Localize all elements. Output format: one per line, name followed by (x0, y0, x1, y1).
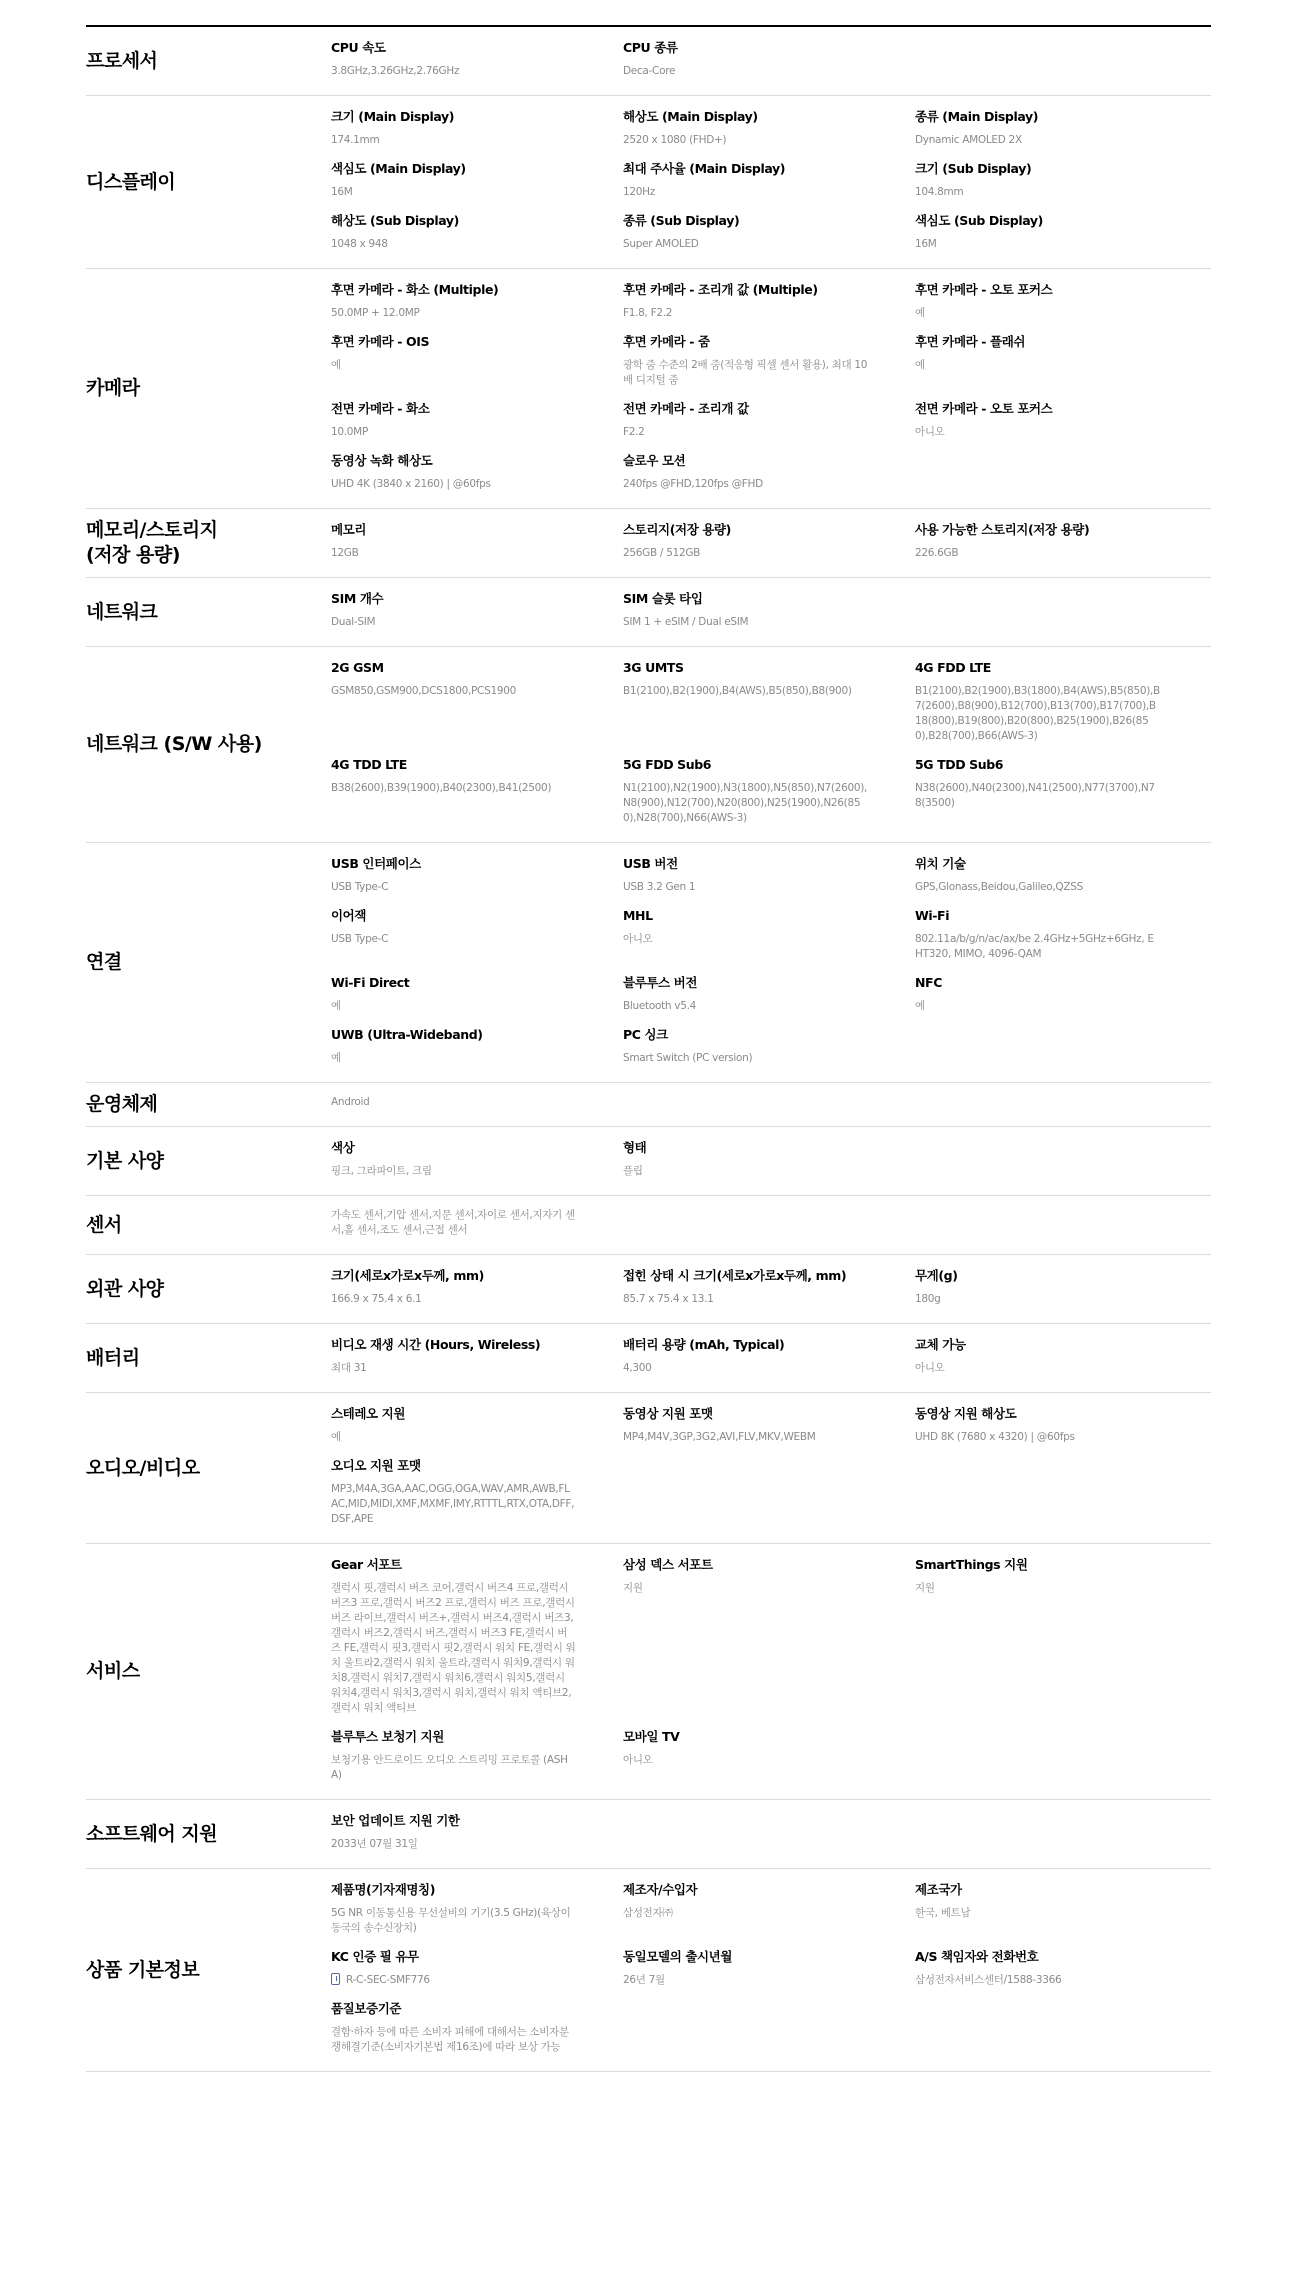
spec-label: 사용 가능한 스토리지(저장 용량) (915, 522, 1090, 537)
spec-value: 26년 7월 (623, 1974, 665, 1986)
spec-section-display (86, 96, 1211, 269)
spec-item (331, 1812, 623, 1864)
spec-item (623, 1405, 915, 1457)
spec-label: 품질보증기준 (331, 2001, 402, 2016)
spec-item (915, 160, 1203, 212)
spec-value: MP3,M4A,3GA,AAC,OGG,OGA,WAV,AMR,AWB,FLAC,MID,MIDI,XMF,MXMF,IMY,RTTTL,RTX,OTA,DFF,DSF,APE (331, 1483, 575, 1525)
spec-label: 비디오 재생 시간 (Hours, Wireless) (331, 1337, 541, 1352)
spec-label: UWB (Ultra-Wideband) (331, 1027, 483, 1042)
spec-label: 동일모델의 출시년월 (623, 1949, 733, 1964)
spec-item (623, 333, 915, 400)
spec-label: 제품명(기자재명칭) (331, 1882, 436, 1897)
spec-label: KC 인증 필 유무 (331, 1949, 419, 1964)
spec-value: 예 (915, 359, 925, 371)
spec-item (623, 974, 915, 1026)
spec-value: Super AMOLED (623, 238, 699, 250)
spec-item (331, 659, 623, 756)
spec-item (331, 1336, 623, 1388)
spec-value: SIM 1 + eSIM / Dual eSIM (623, 616, 749, 628)
spec-item (331, 160, 623, 212)
spec-item (331, 108, 623, 160)
spec-label: 4G TDD LTE (331, 757, 407, 772)
spec-item (331, 521, 623, 573)
spec-grid (331, 1127, 1211, 1195)
spec-item (331, 974, 623, 1026)
spec-value: Android (331, 1096, 370, 1108)
section-title: 외관 사양 (86, 1277, 164, 1300)
spec-label: 접힌 상태 시 크기(세로x가로x두께, mm) (623, 1268, 847, 1283)
spec-item (623, 1139, 915, 1191)
spec-value: B1(2100),B2(1900),B3(1800),B4(AWS),B5(850),B7(2600),B8(900),B12(700),B13(700),B17(700),B18(800),B19(800),B20(800),B25(1900),B26(850),B28(700),B66(AWS-3) (915, 685, 1160, 742)
spec-value: Deca-Core (623, 65, 676, 77)
spec-value: 삼성전자㈜ (623, 1907, 673, 1919)
spec-label: 동영상 지원 해상도 (915, 1406, 1017, 1421)
spec-item (331, 281, 623, 333)
spec-item (623, 1556, 915, 1728)
spec-section-network-sw (86, 647, 1211, 843)
spec-item (331, 1208, 623, 1250)
spec-value: Dynamic AMOLED 2X (915, 134, 1022, 146)
spec-item (331, 1948, 623, 2000)
spec-value: Smart Switch (PC version) (623, 1052, 753, 1064)
spec-item (623, 108, 915, 160)
spec-label: Wi-Fi Direct (331, 975, 410, 990)
spec-item (331, 400, 623, 452)
spec-label: 색상 (331, 1140, 355, 1155)
spec-label: 색심도 (Main Display) (331, 161, 466, 176)
spec-item (331, 1026, 623, 1078)
spec-label: 후면 카메라 - 줌 (623, 334, 710, 349)
spec-item (623, 855, 915, 907)
spec-item (331, 212, 623, 264)
spec-item (623, 1948, 915, 2000)
spec-item (623, 212, 915, 264)
spec-item (331, 452, 623, 504)
spec-label: 제조자/수입자 (623, 1882, 698, 1897)
spec-label: SmartThings 지원 (915, 1557, 1028, 1572)
spec-label: 3G UMTS (623, 660, 684, 675)
spec-label: 삼성 덱스 서포트 (623, 1557, 713, 1572)
spec-value: 180g (915, 1293, 941, 1305)
spec-value: 광학 줌 수준의 2배 줌(적응형 픽셀 센서 활용), 최대 10배 디지털 줌 (623, 359, 868, 386)
spec-value: Bluetooth v5.4 (623, 1000, 697, 1012)
spec-section-os (86, 1083, 1211, 1127)
section-title: 상품 기본정보 (86, 1958, 200, 1981)
spec-section-processor (86, 27, 1211, 96)
spec-item (915, 1405, 1203, 1457)
spec-item (623, 452, 915, 504)
spec-value: 플립 (623, 1165, 643, 1177)
spec-label: 후면 카메라 - 오토 포커스 (915, 282, 1053, 297)
section-title: 서비스 (86, 1660, 140, 1683)
spec-item (331, 590, 623, 642)
spec-item (623, 160, 915, 212)
spec-grid (331, 1393, 1211, 1543)
spec-value: 아니오 (915, 426, 945, 438)
spec-label: Wi-Fi (915, 908, 950, 923)
spec-grid (331, 269, 1211, 508)
spec-value: 2033년 07월 31일 (331, 1838, 418, 1850)
spec-value: 802.11a/b/g/n/ac/ax/be 2.4GHz+5GHz+6GHz, EHT320, MIMO, 4096-QAM (915, 933, 1154, 960)
spec-item (915, 659, 1203, 756)
spec-grid (331, 27, 1211, 95)
spec-item (915, 974, 1203, 1026)
spec-item (331, 2000, 623, 2067)
spec-value: 갤럭시 핏,갤럭시 버즈 코어,갤럭시 버즈4 프로,갤럭시 버즈3 프로,갤럭시 버즈2 프로,갤럭시 버즈 프로,갤럭시 버즈 라이브,갤럭시 버즈+,갤럭시 버즈4,갤럭시 버즈3,갤럭시 버즈2,갤럭시 버즈,갤럭시 버즈3 FE,갤럭시 버즈 FE,갤럭시 핏3,갤럭시 핏2,갤럭시 워치 FE,갤럭시 워치 울트라2,갤럭시 워치 울트라,갤럭시 워치9,갤럭시 워치8,갤럭시 워치7,갤럭시 워치6,갤럭시 워치5,갤럭시 워치4,갤럭시 워치3,갤럭시 워치,갤럭시 워치 액티브2,갤럭시 워치 액티브 (331, 1582, 576, 1714)
spec-label: PC 싱크 (623, 1027, 668, 1042)
spec-item (331, 39, 623, 91)
spec-value: 아니오 (623, 1754, 653, 1766)
spec-label: 위치 기술 (915, 856, 966, 871)
spec-item (623, 907, 915, 974)
section-title: 카메라 (86, 377, 140, 400)
spec-item (915, 212, 1203, 264)
spec-value: 결함·하자 등에 따른 소비자 피해에 대해서는 소비자분쟁해결기준(소비자기본법 제16조)에 따라 보상 가능 (331, 2026, 569, 2053)
spec-label: 해상도 (Sub Display) (331, 213, 459, 228)
spec-label: USB 버전 (623, 856, 678, 871)
spec-label: 교체 가능 (915, 1337, 966, 1352)
spec-value: 예 (331, 1000, 341, 1012)
spec-value: 174.1mm (331, 134, 380, 146)
spec-label: SIM 슬롯 타입 (623, 591, 703, 606)
spec-label: SIM 개수 (331, 591, 384, 606)
spec-section-product-info (86, 1869, 1211, 2072)
spec-value: 예 (331, 1431, 341, 1443)
section-title: 프로세서 (86, 49, 158, 72)
spec-value: 보청기용 안드로이드 오디오 스트리밍 프로토콜 (ASHA) (331, 1754, 568, 1781)
spec-value (331, 1973, 576, 1988)
spec-label: 무게(g) (915, 1268, 958, 1283)
spec-grid (331, 1255, 1211, 1323)
spec-value: 1048 x 948 (331, 238, 388, 250)
spec-item (331, 1267, 623, 1319)
spec-label: 색심도 (Sub Display) (915, 213, 1043, 228)
spec-label: 종류 (Main Display) (915, 109, 1039, 124)
spec-value: 아니오 (915, 1362, 945, 1374)
spec-label: NFC (915, 975, 942, 990)
spec-value: 예 (915, 1000, 925, 1012)
spec-value: 예 (331, 359, 341, 371)
spec-value: 한국, 베트남 (915, 1907, 971, 1919)
spec-item (623, 1728, 915, 1795)
spec-item (331, 1405, 623, 1457)
spec-value-text: R-C-SEC-SMF776 (346, 1974, 430, 1986)
spec-item (623, 590, 915, 642)
spec-label: 후면 카메라 - 플래쉬 (915, 334, 1026, 349)
spec-grid (331, 509, 1211, 577)
spec-sections (86, 27, 1211, 2072)
spec-value: 예 (915, 307, 925, 319)
spec-section-basic (86, 1127, 1211, 1196)
spec-value: N38(2600),N40(2300),N41(2500),N77(3700),N78(3500) (915, 782, 1155, 809)
spec-value: 85.7 x 75.4 x 13.1 (623, 1293, 714, 1305)
spec-item (915, 907, 1203, 974)
spec-label: 해상도 (Main Display) (623, 109, 758, 124)
spec-value: 아니오 (623, 933, 653, 945)
spec-value: GSM850,GSM900,DCS1800,PCS1900 (331, 685, 516, 697)
spec-value: B38(2600),B39(1900),B40(2300),B41(2500) (331, 782, 552, 794)
spec-item (623, 39, 915, 91)
spec-grid (331, 1196, 1211, 1254)
spec-label: 형태 (623, 1140, 647, 1155)
spec-value: 226.6GB (915, 547, 959, 559)
spec-value: 12GB (331, 547, 359, 559)
section-title: 기본 사양 (86, 1149, 164, 1172)
spec-section-software (86, 1800, 1211, 1869)
spec-label: 5G FDD Sub6 (623, 757, 712, 772)
spec-section-services (86, 1544, 1211, 1800)
section-title: 오디오/비디오 (86, 1456, 200, 1479)
spec-section-network (86, 578, 1211, 647)
spec-value: 삼성전자서비스센터/1588-3366 (915, 1974, 1062, 1986)
spec-item (915, 1948, 1203, 2000)
spec-item (623, 521, 915, 573)
spec-value: 256GB / 512GB (623, 547, 701, 559)
spec-grid (331, 578, 1211, 646)
spec-item (915, 400, 1203, 452)
spec-section-sensor (86, 1196, 1211, 1255)
spec-value: 5G NR 이동통신용 무선설비의 기기(3.5 GHz)(육상이동국의 송수신장치) (331, 1907, 571, 1934)
spec-item (915, 1881, 1203, 1948)
section-title: 연결 (86, 951, 122, 974)
spec-label: 2G GSM (331, 660, 384, 675)
section-title: 디스플레이 (86, 170, 176, 193)
spec-value: 4,300 (623, 1362, 652, 1374)
spec-label: 스테레오 지원 (331, 1406, 406, 1421)
section-title: 센서 (86, 1213, 122, 1236)
section-title: 네트워크 (86, 600, 158, 623)
section-title: 소프트웨어 지원 (86, 1822, 218, 1845)
spec-label: 전면 카메라 - 오토 포커스 (915, 401, 1053, 416)
spec-grid (331, 96, 1211, 268)
spec-value: 지원 (623, 1582, 643, 1594)
spec-label: 크기 (Main Display) (331, 109, 455, 124)
spec-item (623, 400, 915, 452)
spec-value: UHD 4K (3840 x 2160) | @60fps (331, 478, 491, 490)
spec-label: 오디오 지원 포맷 (331, 1458, 421, 1473)
spec-value: F1.8, F2.2 (623, 307, 673, 319)
spec-value: UHD 8K (7680 x 4320) | @60fps (915, 1431, 1075, 1443)
spec-value: 104.8mm (915, 186, 964, 198)
spec-label: 제조국가 (915, 1882, 962, 1897)
spec-grid (331, 1324, 1211, 1392)
spec-label: A/S 책임자와 전화번호 (915, 1949, 1039, 1964)
section-title: 운영체제 (86, 1093, 158, 1116)
spec-item (623, 281, 915, 333)
spec-item (623, 1336, 915, 1388)
spec-value: GPS,Glonass,Beidou,Galileo,QZSS (915, 881, 1084, 893)
spec-value: MP4,M4V,3GP,3G2,AVI,FLV,MKV,WEBM (623, 1431, 816, 1443)
spec-label: 크기(세로x가로x두께, mm) (331, 1268, 484, 1283)
spec-grid (331, 647, 1211, 842)
spec-label: 최대 주사율 (Main Display) (623, 161, 786, 176)
spec-item (915, 1267, 1203, 1319)
spec-item (915, 333, 1203, 400)
spec-value: 166.9 x 75.4 x 6.1 (331, 1293, 422, 1305)
spec-item (915, 521, 1203, 573)
spec-item (331, 1095, 623, 1122)
spec-value: 핑크, 그라파이트, 크림 (331, 1165, 432, 1177)
spec-label: 보안 업데이트 지원 기한 (331, 1813, 460, 1828)
spec-item (331, 855, 623, 907)
spec-section-connectivity (86, 843, 1211, 1083)
spec-value: USB 3.2 Gen 1 (623, 881, 696, 893)
spec-section-physical (86, 1255, 1211, 1324)
spec-item (331, 1881, 623, 1948)
spec-item (623, 756, 915, 838)
spec-label: 블루투스 보청기 지원 (331, 1729, 444, 1744)
spec-value: 16M (915, 238, 937, 250)
spec-section-audio-video (86, 1393, 1211, 1544)
spec-item (331, 1728, 623, 1795)
spec-value: Dual-SIM (331, 616, 376, 628)
spec-value: F2.2 (623, 426, 645, 438)
spec-label: 후면 카메라 - 화소 (Multiple) (331, 282, 499, 297)
spec-item (915, 855, 1203, 907)
spec-label: 5G TDD Sub6 (915, 757, 1004, 772)
spec-label: 블루투스 버전 (623, 975, 698, 990)
section-title: 네트워크 (S/W 사용) (86, 733, 262, 756)
spec-item (331, 333, 623, 400)
spec-label: 스토리지(저장 용량) (623, 522, 731, 537)
spec-label: 전면 카메라 - 화소 (331, 401, 430, 416)
spec-label: 후면 카메라 - 조리개 값 (Multiple) (623, 282, 818, 297)
spec-grid (331, 1800, 1211, 1868)
spec-value: B1(2100),B2(1900),B4(AWS),B5(850),B8(900) (623, 685, 852, 697)
spec-value: 예 (331, 1052, 341, 1064)
spec-value: N1(2100),N2(1900),N3(1800),N5(850),N7(2600),N8(900),N12(700),N20(800),N25(1900),N26(850),N28(700),N66(AWS-3) (623, 782, 868, 824)
spec-value: 2520 x 1080 (FHD+) (623, 134, 727, 146)
spec-label: Gear 서포트 (331, 1557, 402, 1572)
spec-item (331, 907, 623, 974)
spec-grid (331, 1869, 1211, 2071)
spec-value: 최대 31 (331, 1362, 367, 1374)
spec-label: 동영상 지원 포맷 (623, 1406, 713, 1421)
spec-item (623, 659, 915, 756)
spec-value: 10.0MP (331, 426, 368, 438)
spec-grid (331, 1083, 1211, 1126)
spec-value: 16M (331, 186, 353, 198)
spec-item (915, 1336, 1203, 1388)
section-title: 배터리 (86, 1346, 140, 1369)
spec-item (331, 1556, 623, 1728)
spec-item (915, 108, 1203, 160)
spec-value: 240fps @FHD,120fps @FHD (623, 478, 763, 490)
spec-grid (331, 1544, 1211, 1799)
spec-label: 모바일 TV (623, 1729, 680, 1744)
spec-grid (331, 843, 1211, 1082)
spec-label: 동영상 녹화 해상도 (331, 453, 433, 468)
spec-item (915, 756, 1203, 838)
spec-value: USB Type-C (331, 933, 389, 945)
spec-label: 메모리 (331, 522, 367, 537)
spec-label: MHL (623, 908, 653, 923)
spec-item (331, 756, 623, 838)
spec-value: 3.8GHz,3.26GHz,2.76GHz (331, 65, 460, 77)
spec-item (331, 1139, 623, 1191)
spec-value: 가속도 센서,기압 센서,지문 센서,자이로 센서,지자기 센서,홀 센서,조도 센서,근접 센서 (331, 1209, 575, 1236)
spec-item (623, 1026, 915, 1078)
spec-label: 크기 (Sub Display) (915, 161, 1032, 176)
spec-item (331, 1457, 623, 1539)
spec-label: CPU 속도 (331, 40, 386, 55)
kc-cert-icon (331, 1973, 340, 1985)
spec-table (86, 25, 1211, 2072)
spec-value: 120Hz (623, 186, 655, 198)
spec-item (623, 1881, 915, 1948)
spec-value: 50.0MP + 12.0MP (331, 307, 420, 319)
spec-label: 종류 (Sub Display) (623, 213, 740, 228)
spec-label: 후면 카메라 - OIS (331, 334, 430, 349)
spec-item (623, 1267, 915, 1319)
spec-label: 4G FDD LTE (915, 660, 991, 675)
spec-value: 지원 (915, 1582, 935, 1594)
section-title: 메모리/스토리지 (저장 용량) (86, 519, 218, 566)
spec-section-camera (86, 269, 1211, 509)
spec-label: 배터리 용량 (mAh, Typical) (623, 1337, 785, 1352)
spec-section-memory (86, 509, 1211, 578)
spec-label: CPU 종류 (623, 40, 678, 55)
spec-value: USB Type-C (331, 881, 389, 893)
spec-label: 전면 카메라 - 조리개 값 (623, 401, 749, 416)
spec-label: 이어잭 (331, 908, 367, 923)
spec-label: 슬로우 모션 (623, 453, 686, 468)
spec-item (915, 1556, 1203, 1728)
spec-label: USB 인터페이스 (331, 856, 421, 871)
spec-section-battery (86, 1324, 1211, 1393)
spec-item (915, 281, 1203, 333)
